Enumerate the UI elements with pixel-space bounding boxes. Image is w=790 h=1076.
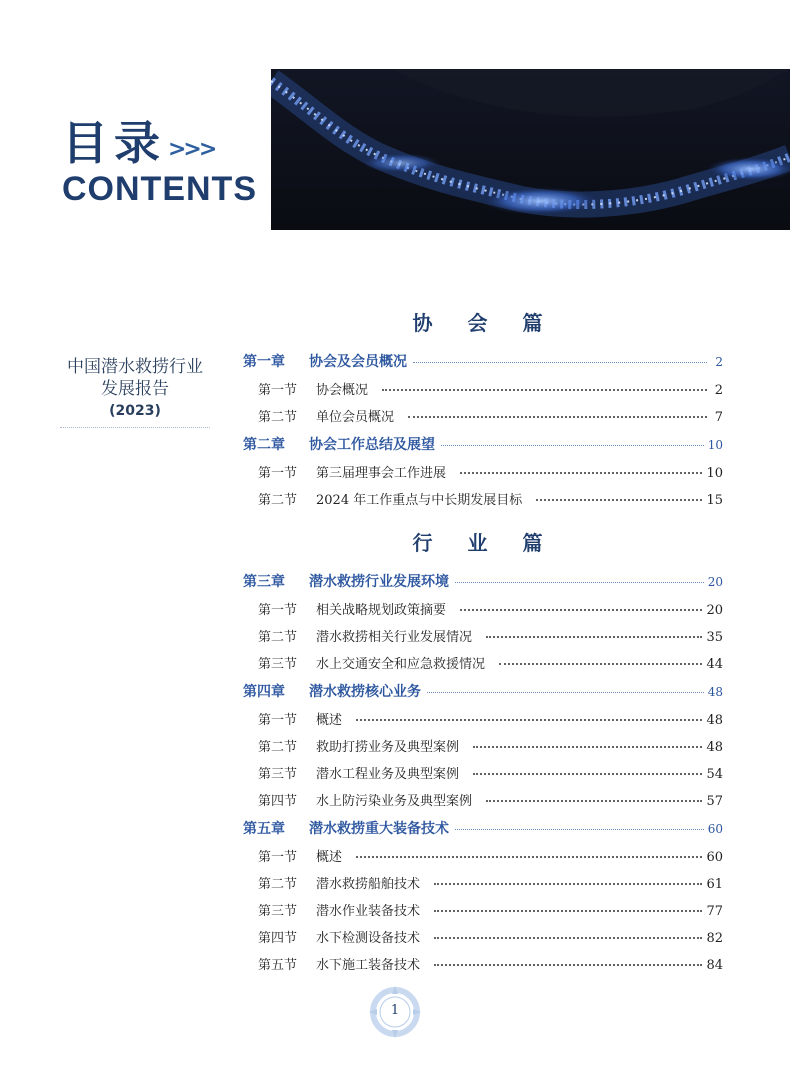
toc-section[interactable] <box>258 489 723 508</box>
dot-leader <box>356 856 702 858</box>
toc-number: 第二节 <box>258 740 298 755</box>
side-divider <box>60 427 210 428</box>
toc-section[interactable] <box>258 873 723 892</box>
toc-page: 54 <box>706 767 723 782</box>
toc-section[interactable] <box>258 927 723 946</box>
toc-page: 2 <box>714 383 723 398</box>
toc-section[interactable] <box>258 406 723 425</box>
chevrons-icon: >>> <box>168 137 215 162</box>
dot-leader <box>486 800 702 802</box>
toc-page: 48 <box>707 685 723 699</box>
page-number-emblem <box>369 986 421 1038</box>
toc-chapter[interactable] <box>243 681 723 701</box>
toc-title: 潜水救捞相关行业发展情况 <box>316 630 473 645</box>
toc-title: 水上防污染业务及典型案例 <box>316 794 473 809</box>
toc-number: 第一节 <box>258 850 298 865</box>
toc-page: 20 <box>706 603 723 618</box>
toc-title: 相关战略规划政策摘要 <box>316 603 447 618</box>
toc-number: 第二章 <box>243 437 285 453</box>
toc-chapter[interactable] <box>243 351 723 371</box>
hero-image <box>271 69 790 230</box>
toc-title: 潜水作业装备技术 <box>316 904 421 919</box>
toc-section[interactable] <box>258 736 723 755</box>
toc-title: 协会概况 <box>316 383 369 398</box>
toc-page: 77 <box>706 904 723 919</box>
toc-number: 第四章 <box>243 684 285 700</box>
toc-number: 第二节 <box>258 877 298 892</box>
toc-number: 第一节 <box>258 466 298 481</box>
toc-title: 第三届理事会工作进展 <box>316 466 447 481</box>
toc-section[interactable] <box>258 709 723 728</box>
dot-leader <box>427 692 704 693</box>
toc-chapter[interactable] <box>243 571 723 591</box>
toc-title-en: CONTENTS <box>62 170 257 208</box>
dot-leader <box>356 719 702 721</box>
toc-page: 48 <box>706 740 723 755</box>
toc-number: 第五章 <box>243 821 285 837</box>
toc-number: 第一节 <box>258 603 298 618</box>
dot-leader <box>382 389 707 391</box>
dot-leader <box>473 746 702 748</box>
toc-number: 第三章 <box>243 574 285 590</box>
toc-page: 61 <box>706 877 723 892</box>
side-title-year: (2023) <box>109 403 161 419</box>
toc-section[interactable] <box>258 954 723 973</box>
toc-number: 第三节 <box>258 904 298 919</box>
toc-title: 潜水救捞重大装备技术 <box>309 821 449 837</box>
dot-leader <box>434 937 702 939</box>
toc-chapter[interactable] <box>243 434 723 454</box>
dot-leader <box>408 416 707 418</box>
dot-leader <box>413 362 707 363</box>
toc-title-cn: 目录 <box>62 116 166 170</box>
toc-section[interactable] <box>258 846 723 865</box>
toc-number: 第五节 <box>258 958 298 973</box>
toc-title: 概述 <box>316 850 343 865</box>
page-number: 1 <box>390 1003 400 1018</box>
toc-page: 2 <box>715 355 723 369</box>
toc-title: 潜水救捞船舶技术 <box>316 877 421 892</box>
toc-number: 第一节 <box>258 713 298 728</box>
toc-page: 10 <box>707 438 723 452</box>
toc-title: 水下施工装备技术 <box>316 958 421 973</box>
part-heading-industry: 行 业 篇 <box>412 531 557 555</box>
dot-leader <box>434 883 702 885</box>
toc-section[interactable] <box>258 462 723 481</box>
toc-page: 57 <box>706 794 723 809</box>
toc-number: 第三节 <box>258 657 298 672</box>
part-heading-association: 协 会 篇 <box>412 311 557 335</box>
dot-leader <box>455 582 704 583</box>
toc-number: 第四节 <box>258 931 298 946</box>
toc-title: 潜水工程业务及典型案例 <box>316 767 460 782</box>
toc-title-block <box>62 112 257 209</box>
toc-page: 82 <box>706 931 723 946</box>
toc-section[interactable] <box>258 379 723 398</box>
toc-page: 10 <box>706 466 723 481</box>
dot-leader <box>441 445 704 446</box>
toc-page: 48 <box>706 713 723 728</box>
side-title-line2: 发展报告 <box>101 379 169 399</box>
toc-section[interactable] <box>258 599 723 618</box>
dot-leader <box>499 663 702 665</box>
dot-leader <box>460 472 702 474</box>
toc-number: 第一节 <box>258 383 298 398</box>
toc-page: 60 <box>707 822 723 836</box>
toc-section[interactable] <box>258 653 723 672</box>
toc-page: 20 <box>707 575 723 589</box>
toc-page: 35 <box>706 630 723 645</box>
dot-leader <box>536 499 702 501</box>
toc-number: 第二节 <box>258 493 298 508</box>
glowing-shoreline-image <box>271 69 790 230</box>
toc-number: 第一章 <box>243 354 285 370</box>
toc-number: 第二节 <box>258 630 298 645</box>
toc-section[interactable] <box>258 900 723 919</box>
toc-number: 第四节 <box>258 794 298 809</box>
toc-title: 概述 <box>316 713 343 728</box>
dot-leader <box>434 964 702 966</box>
toc-chapter[interactable] <box>243 818 723 838</box>
toc-title: 潜水救捞行业发展环境 <box>309 574 449 590</box>
dot-leader <box>460 609 702 611</box>
toc-page: 7 <box>714 410 723 425</box>
toc-section[interactable] <box>258 626 723 645</box>
toc-section[interactable] <box>258 790 723 809</box>
side-title-line1: 中国潜水救捞行业 <box>67 357 203 377</box>
toc-title: 水上交通安全和应急救援情况 <box>316 657 486 672</box>
toc-title: 单位会员概况 <box>316 410 395 425</box>
toc-title: 协会工作总结及展望 <box>309 437 435 453</box>
toc-number: 第二节 <box>258 410 298 425</box>
toc-title: 协会及会员概况 <box>309 354 407 370</box>
dot-leader <box>434 910 702 912</box>
dot-leader <box>486 636 702 638</box>
report-side-title <box>60 356 210 428</box>
dot-leader <box>455 829 704 830</box>
toc-section[interactable] <box>258 763 723 782</box>
toc-page: 15 <box>706 493 723 508</box>
toc-page: 44 <box>706 657 723 672</box>
toc-title: 救助打捞业务及典型案例 <box>316 740 460 755</box>
toc-title: 水下检测设备技术 <box>316 931 421 946</box>
dot-leader <box>473 773 702 775</box>
toc-title: 2024 年工作重点与中长期发展目标 <box>316 493 523 508</box>
toc-page: 84 <box>706 958 723 973</box>
toc-number: 第三节 <box>258 767 298 782</box>
toc-page: 60 <box>706 850 723 865</box>
toc-title: 潜水救捞核心业务 <box>309 684 421 700</box>
